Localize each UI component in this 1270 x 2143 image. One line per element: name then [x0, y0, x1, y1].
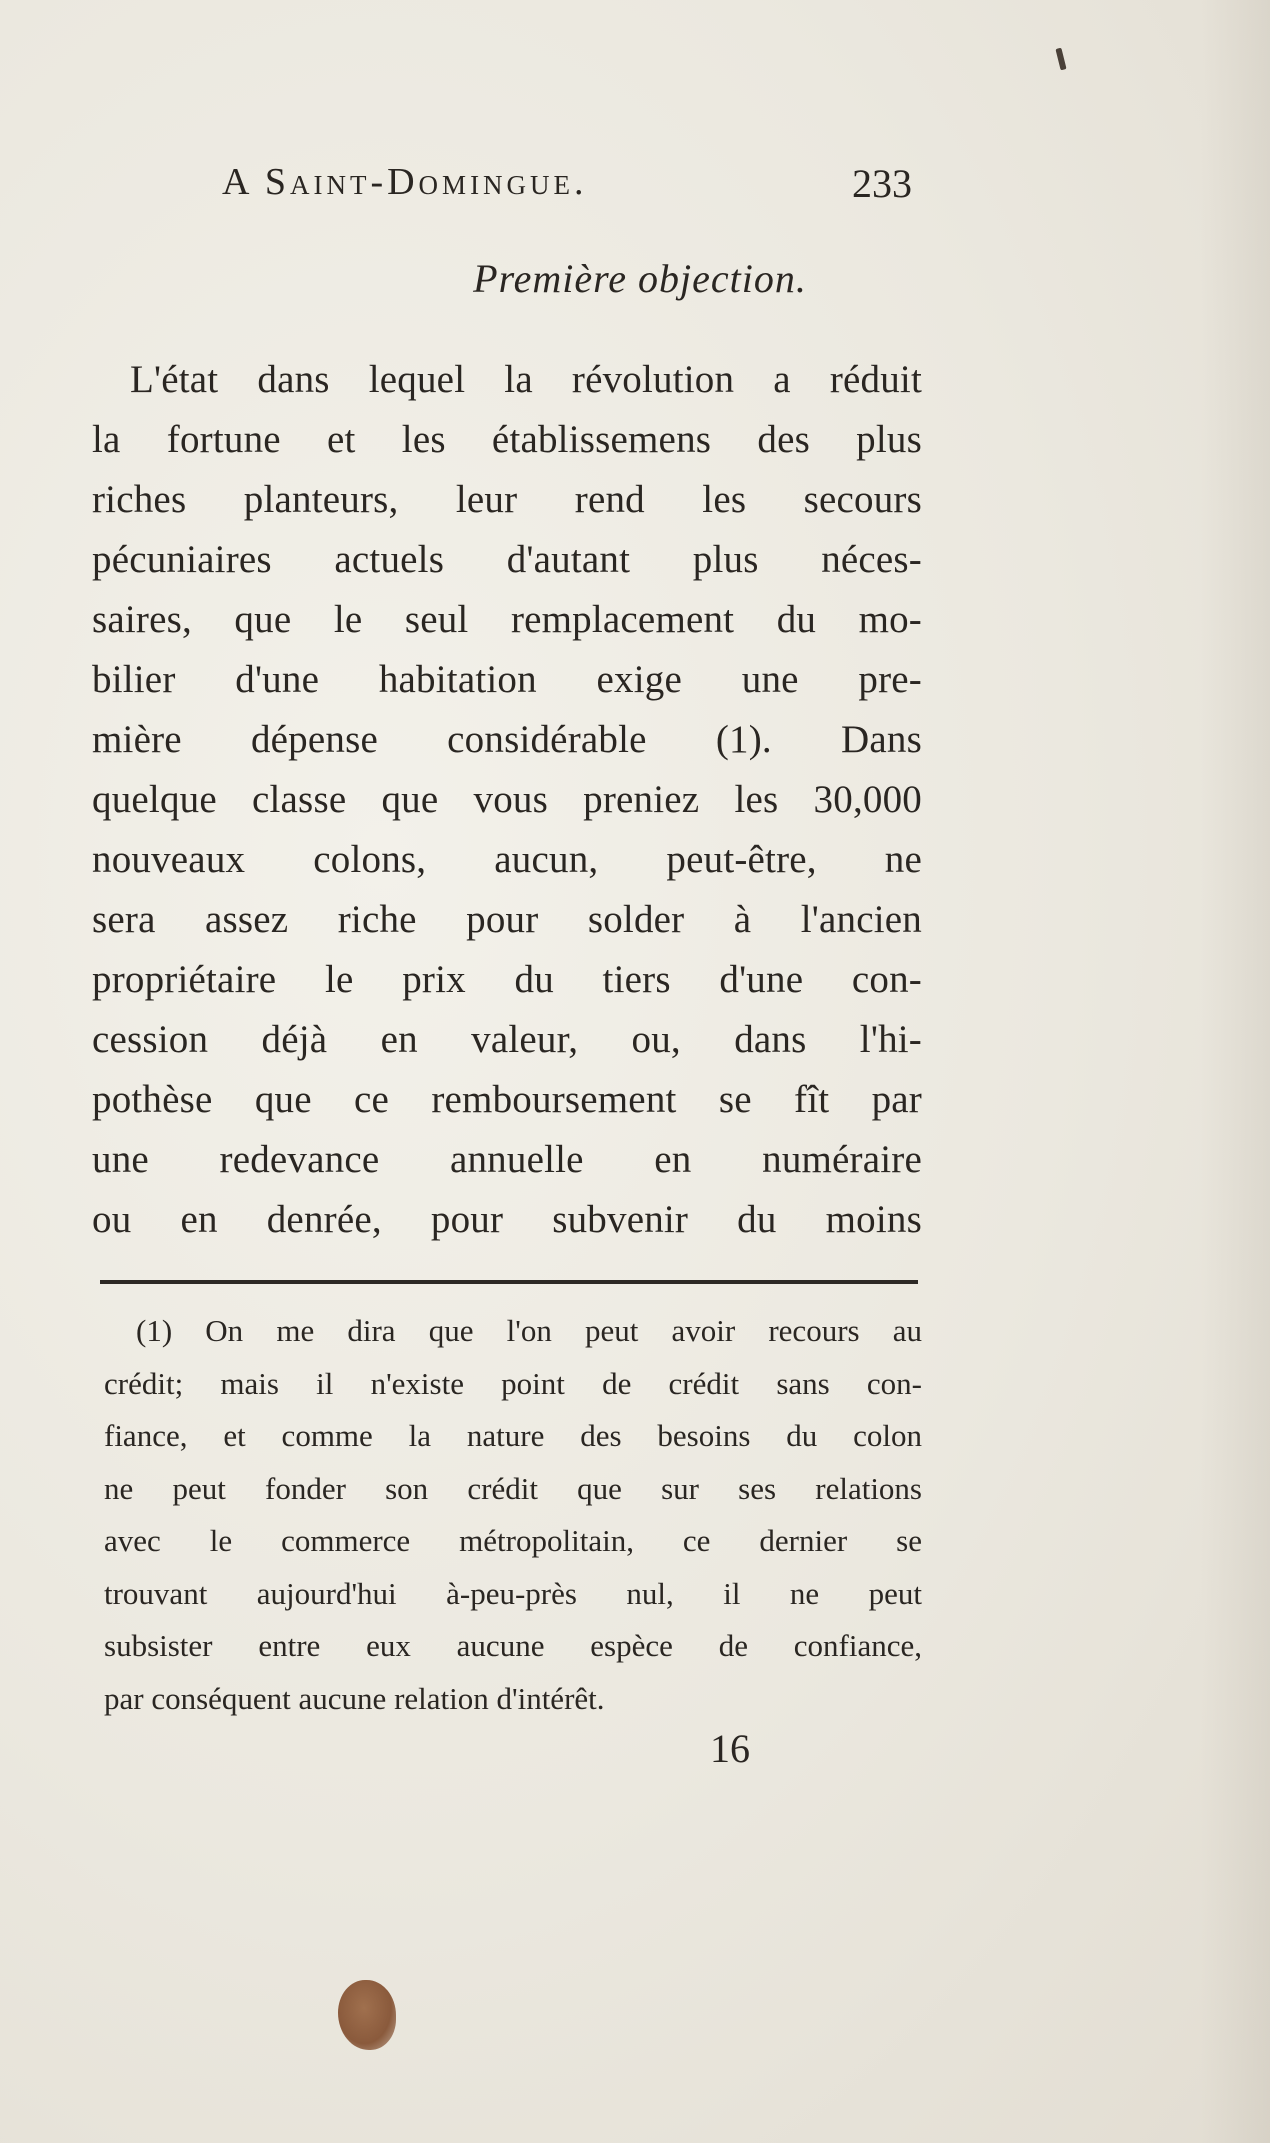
footnote [104, 1305, 922, 1725]
signature-mark: 16 [710, 1726, 750, 1771]
footnote-line: trouvant aujourd'hui à-peu-près nul, il ne peut [104, 1575, 922, 1611]
footnote-line: par conséquent aucune relation d'intérêt. [104, 1680, 605, 1716]
body-line: bilier d'une habitation exige une pre- [92, 658, 922, 701]
body-line: saires, que le seul remplacement du mo- [92, 598, 922, 641]
pencil-mark [1055, 48, 1066, 71]
running-head: A Saint-Domingue. [222, 161, 588, 203]
body-line: nouveaux colons, aucun, peut-être, ne [92, 838, 922, 881]
footnote-line: ne peut fonder son crédit que sur ses relations [104, 1470, 922, 1506]
section-title: Première objection. [473, 256, 807, 301]
body-line: la fortune et les établissemens des plus [92, 418, 922, 461]
footnote-line: avec le commerce métropolitain, ce dernier se [104, 1523, 922, 1558]
page-number: 233 [852, 161, 912, 206]
body-line: une redevance annuelle en numéraire [92, 1138, 922, 1181]
body-line: sera assez riche pour solder à l'ancien [92, 898, 922, 941]
body-line: pécuniaires actuels d'autant plus néces- [92, 538, 922, 581]
body-line: pothèse que ce remboursement se fît par [92, 1078, 922, 1121]
body-text [92, 350, 922, 1250]
footnote-line: (1) On me dira que l'on peut avoir recours au [136, 1313, 922, 1348]
footnote-line: crédit; mais il n'existe point de crédit sans con- [104, 1365, 922, 1401]
footnote-divider [100, 1280, 918, 1284]
page-header [222, 160, 912, 212]
footnote-line: subsister entre eux aucune espèce de confiance, [104, 1628, 922, 1663]
ink-stain [338, 1980, 396, 2050]
body-line: propriétaire le prix du tiers d'une con- [92, 958, 922, 1001]
page-edge-shading [1200, 0, 1270, 2143]
body-line: mière dépense considérable (1). Dans [92, 718, 922, 761]
body-line: quelque classe que vous preniez les 30,000 [92, 778, 922, 821]
body-line: cession déjà en valeur, ou, dans l'hi- [92, 1018, 922, 1061]
body-line: L'état dans lequel la révolution a réduit [130, 358, 922, 401]
body-line: ou en denrée, pour subvenir du moins [92, 1198, 922, 1241]
footnote-line: fiance, et comme la nature des besoins du colon [104, 1418, 922, 1453]
body-line: riches planteurs, leur rend les secours [92, 478, 922, 521]
